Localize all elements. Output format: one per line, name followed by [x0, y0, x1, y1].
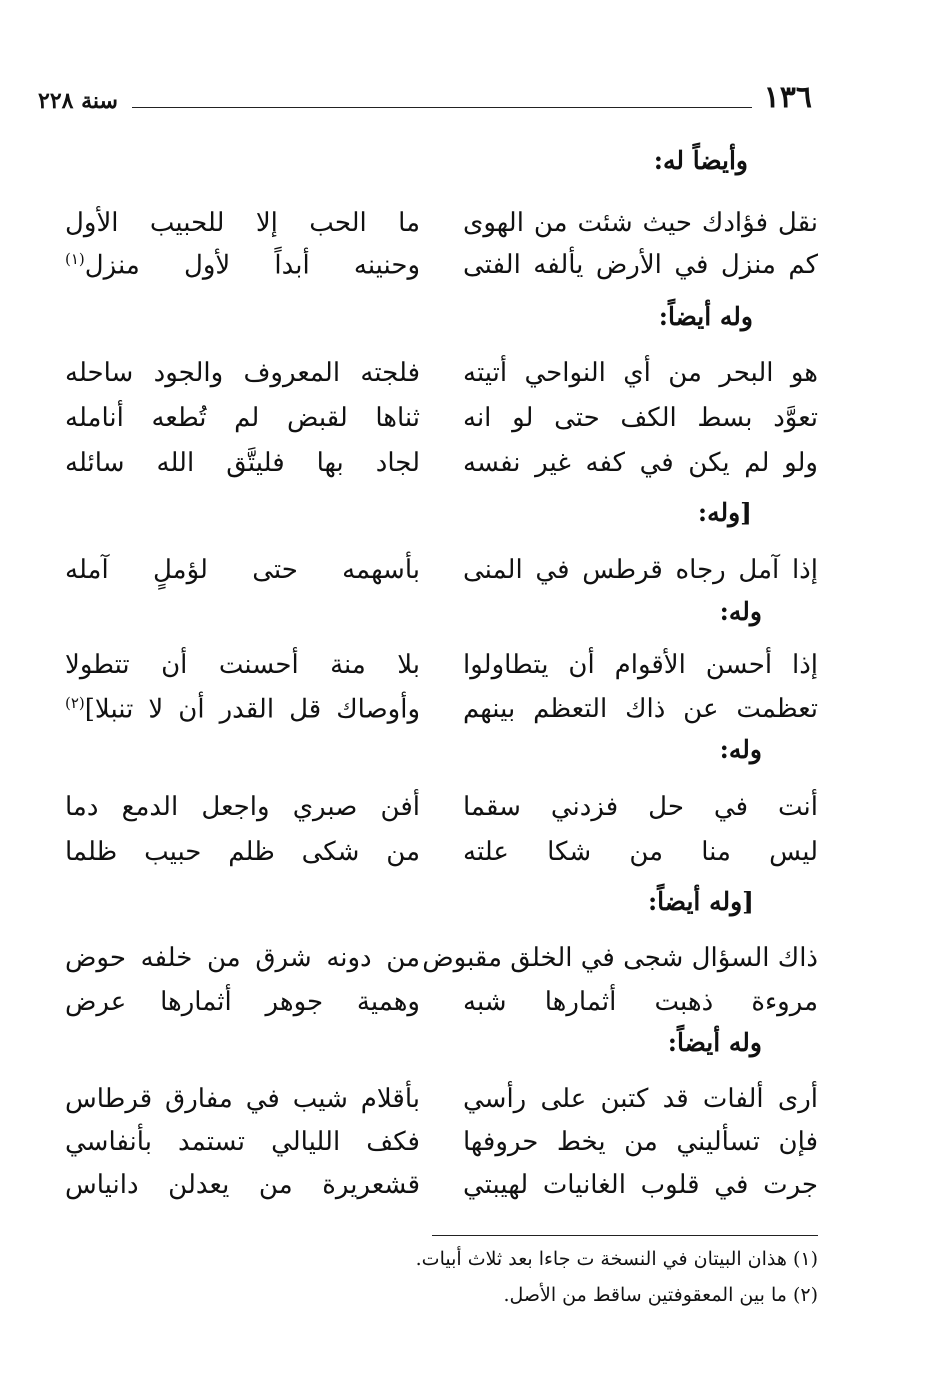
- verse-second-hemistich: [65, 250, 420, 281]
- verse-first-hemistich: ولو لم يكن في كفه غير نفسه: [463, 448, 818, 478]
- section-intro: وله أيضاً:: [658, 302, 753, 331]
- verse-second-hemistich: [65, 694, 420, 725]
- verse-first-hemistich: ليس منا من شكا علته: [463, 837, 818, 867]
- verse-text: وأوصاك قل القدر أن لا تنبلا]: [84, 694, 420, 725]
- footnote-rule: [432, 1235, 818, 1236]
- verse-first-hemistich: تعظمت عن ذاك التعظم بينهم: [463, 694, 818, 724]
- footnote-marker: (٢): [65, 694, 85, 712]
- section-intro: وله أيضاً:: [667, 1028, 762, 1057]
- verse-second-hemistich: فلجته المعروف والجود ساحله: [65, 358, 420, 388]
- footnote-2: (٢) ما بين المعقوفتين ساقط من الأصل.: [503, 1284, 818, 1306]
- verse-first-hemistich: إذا أحسن الأقوام أن يتطاولوا: [463, 650, 818, 680]
- verse-first-hemistich: ذاك السؤال شجى في الخلق مقبوض: [422, 943, 818, 973]
- header-rule: [132, 107, 752, 108]
- verse-first-hemistich: جرت في قلوب الغانيات لهيبتي: [463, 1170, 818, 1200]
- footnote-marker: (١): [65, 250, 85, 268]
- verse-first-hemistich: هو البحر من أي النواحي أتيته: [463, 358, 818, 388]
- verse-first-hemistich: أنت في حل فزدني سقما: [463, 792, 818, 822]
- section-intro: [وله أيضاً:: [647, 887, 754, 916]
- verse-first-hemistich: فإن تسأليني من يخط حروفها: [463, 1127, 818, 1157]
- page-number: ١٣٦: [763, 80, 812, 115]
- verse-first-hemistich: نقل فؤادك حيث شئت من الهوى: [463, 208, 818, 238]
- verse-second-hemistich: ما الحب إلا للحبيب الأول: [65, 208, 420, 238]
- footnote-1: (١) هذان البيتان في النسخة ت جاءا بعد ثلاث أبيات.: [415, 1248, 818, 1270]
- section-intro: وأيضاً له:: [653, 146, 748, 175]
- verse-second-hemistich: أفن صبري واجعل الدمع دما: [65, 792, 420, 822]
- verse-second-hemistich: وهمية جوهر أثمارها عرض: [65, 987, 420, 1017]
- verse-second-hemistich: قشعريرة من يعدلن دانياس: [65, 1170, 420, 1200]
- section-intro: [وله:: [697, 498, 752, 527]
- verse-second-hemistich: من شكى ظلم حبيب ظلما: [65, 837, 420, 867]
- verse-first-hemistich: كم منزل في الأرض يألفه الفتى: [463, 250, 818, 280]
- running-header-year: سنة ٢٢٨: [38, 88, 118, 114]
- verse-first-hemistich: أرى ألفات قد كتبن على رأسي: [463, 1084, 818, 1114]
- section-intro: وله:: [719, 735, 762, 764]
- verse-second-hemistich: لجاد بها فليتَّق الله سائله: [65, 448, 420, 478]
- verse-first-hemistich: تعوَّد بسط الكف حتى لو انه: [463, 403, 818, 433]
- section-intro: وله:: [719, 597, 762, 626]
- verse-second-hemistich: بلا منة أحسنت أن تتطولا: [65, 650, 420, 680]
- verse-second-hemistich: فكف الليالي تستمد بأنفاسي: [65, 1127, 420, 1157]
- verse-text: وحنينه أبداً لأول منزل: [84, 250, 420, 281]
- verse-second-hemistich: ثناها لقبض لم تُطعه أنامله: [65, 403, 420, 433]
- verse-first-hemistich: إذا آمل رجاه قرطس في المنى: [463, 555, 818, 585]
- verse-second-hemistich: بأقلام شيب في مفارق قرطاس: [65, 1084, 420, 1114]
- verse-second-hemistich: من دونه شرق من خلفه حوض: [65, 943, 420, 973]
- verse-second-hemistich: بأسهمه حتى لؤملٍ آمله: [65, 555, 420, 585]
- verse-first-hemistich: مروءة ذهبت أثمارها شبه: [463, 987, 818, 1017]
